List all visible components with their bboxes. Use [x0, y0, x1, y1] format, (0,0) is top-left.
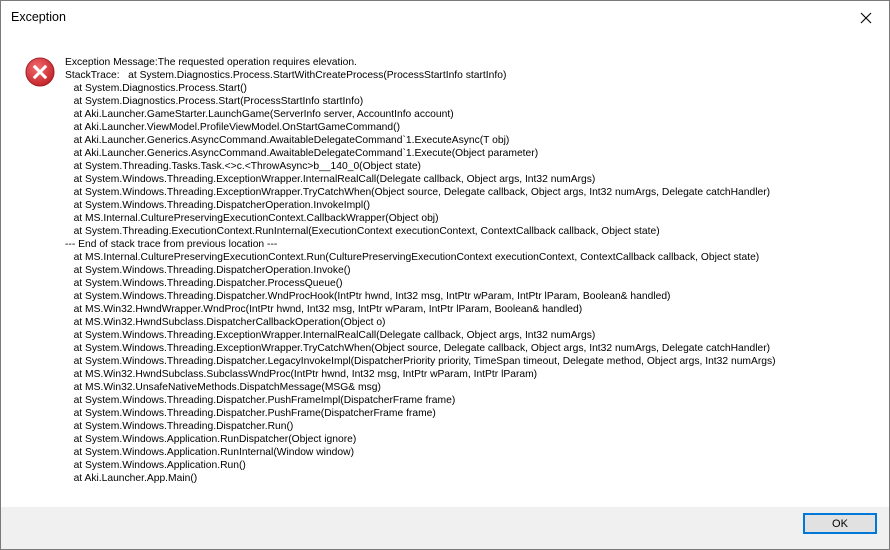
stack-trace-line: at System.Windows.Threading.Dispatcher.ProcessQueue() — [65, 278, 343, 289]
stack-trace-line: at Aki.Launcher.ViewModel.ProfileViewModel.OnStartGameCommand() — [65, 122, 400, 133]
window-title: Exception — [11, 10, 66, 24]
dialog-footer — [1, 507, 889, 549]
stack-trace-line: --- End of stack trace from previous location --- — [65, 239, 278, 250]
stack-trace-line: at System.Windows.Threading.ExceptionWrapper.InternalRealCall(Delegate callback, Object args, Int32 numArgs) — [65, 330, 596, 341]
stack-trace-line: at MS.Win32.HwndWrapper.WndProc(IntPtr hwnd, Int32 msg, IntPtr wParam, IntPtr lParam, Boolean& handled) — [65, 304, 583, 315]
stack-trace-line: at System.Windows.Threading.Dispatcher.WndProcHook(IntPtr hwnd, Int32 msg, IntPtr wParam, IntPtr lParam, Boolean& handled) — [65, 291, 671, 302]
stack-trace-line: at System.Diagnostics.Process.Start(ProcessStartInfo startInfo) — [65, 96, 364, 107]
stack-trace-line: at System.Windows.Threading.ExceptionWrapper.TryCatchWhen(Object source, Delegate callback, Object args, Int32 numArgs, Delegate catchHandler) — [65, 187, 771, 198]
exception-message — [65, 56, 879, 485]
stack-trace-line: at System.Windows.Threading.Dispatcher.PushFrameImpl(DispatcherFrame frame) — [65, 395, 456, 406]
stack-trace-line: at System.Windows.Application.Run() — [65, 460, 246, 471]
stack-trace-line: at Aki.Launcher.Generics.AsyncCommand.AwaitableDelegateCommand`1.Execute(Object parameter) — [65, 148, 539, 159]
stack-trace-line: at System.Windows.Threading.DispatcherOperation.InvokeImpl() — [65, 200, 371, 211]
stack-trace-line: StackTrace: at System.Diagnostics.Process.StartWithCreateProcess(ProcessStartInfo startInfo) — [65, 70, 507, 81]
stack-trace-line: at MS.Internal.CulturePreservingExecutionContext.CallbackWrapper(Object obj) — [65, 213, 439, 224]
stack-trace-line: at System.Diagnostics.Process.Start() — [65, 83, 247, 94]
stack-trace-line: at Aki.Launcher.GameStarter.LaunchGame(ServerInfo server, AccountInfo account) — [65, 109, 454, 120]
title-bar[interactable] — [1, 1, 889, 35]
stack-trace-line: at Aki.Launcher.Generics.AsyncCommand.AwaitableDelegateCommand`1.ExecuteAsync(T obj) — [65, 135, 510, 146]
stack-trace-line: at MS.Win32.HwndSubclass.SubclassWndProc(IntPtr hwnd, Int32 msg, IntPtr wParam, IntPtr lParam) — [65, 369, 538, 380]
dialog-content — [1, 35, 889, 507]
close-button[interactable] — [843, 1, 889, 35]
stack-trace-line: at MS.Win32.UnsafeNativeMethods.DispatchMessage(MSG& msg) — [65, 382, 381, 393]
stack-trace-line: at MS.Win32.HwndSubclass.DispatcherCallbackOperation(Object o) — [65, 317, 386, 328]
stack-trace-line: at System.Windows.Threading.DispatcherOperation.Invoke() — [65, 265, 351, 276]
stack-trace-line: at System.Windows.Threading.ExceptionWrapper.InternalRealCall(Delegate callback, Object args, Int32 numArgs) — [65, 174, 596, 185]
ok-button[interactable]: OK — [803, 513, 877, 534]
stack-trace-line: at System.Threading.Tasks.Task.<>c.<ThrowAsync>b__140_0(Object state) — [65, 161, 421, 172]
stack-trace-line: at MS.Internal.CulturePreservingExecutionContext.Run(CulturePreservingExecutionContext executionContext, ContextCallback callback, Object state) — [65, 252, 760, 263]
stack-trace-line: at System.Windows.Application.RunDispatcher(Object ignore) — [65, 434, 357, 445]
stack-trace-line: at System.Windows.Threading.Dispatcher.LegacyInvokeImpl(DispatcherPriority priority, TimeSpan timeout, Delegate method, Object args, Int32 numArgs) — [65, 356, 776, 367]
stack-trace-line: Exception Message:The requested operation requires elevation. — [65, 57, 357, 68]
stack-trace-line: at System.Windows.Application.RunInternal(Window window) — [65, 447, 355, 458]
error-icon — [25, 57, 55, 87]
stack-trace-line: at System.Windows.Threading.ExceptionWrapper.TryCatchWhen(Object source, Delegate callback, Object args, Int32 numArgs, Delegate catchHandler) — [65, 343, 771, 354]
stack-trace-line: at System.Windows.Threading.Dispatcher.PushFrame(DispatcherFrame frame) — [65, 408, 436, 419]
stack-trace-line: at System.Threading.ExecutionContext.RunInternal(ExecutionContext executionContext, ContextCallback callback, Object state) — [65, 226, 660, 237]
stack-trace-line: at Aki.Launcher.App.Main() — [65, 473, 198, 484]
stack-trace-line: at System.Windows.Threading.Dispatcher.Run() — [65, 421, 294, 432]
close-icon — [860, 12, 872, 24]
